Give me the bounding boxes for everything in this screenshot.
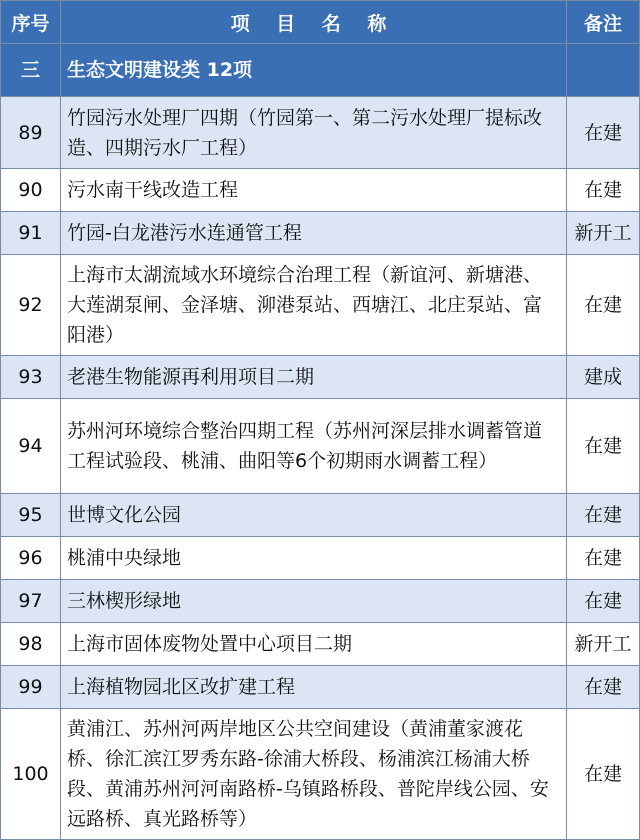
row-index: 95 <box>1 494 61 537</box>
row-index: 99 <box>1 666 61 709</box>
table-row <box>1 97 640 169</box>
table-row <box>1 169 640 212</box>
row-note: 在建 <box>567 537 640 580</box>
row-name: 上海市固体废物处置中心项目二期 <box>61 623 567 666</box>
table-row <box>1 709 640 840</box>
row-index: 92 <box>1 255 61 356</box>
row-index: 93 <box>1 356 61 399</box>
table-row <box>1 212 640 255</box>
table-row <box>1 623 640 666</box>
table-row <box>1 399 640 494</box>
row-note: 新开工 <box>567 212 640 255</box>
row-index: 98 <box>1 623 61 666</box>
table-row <box>1 537 640 580</box>
row-name: 苏州河环境综合整治四期工程（苏州河深层排水调蓄管道工程试验段、桃浦、曲阳等6个初期雨水调蓄工程） <box>61 399 567 494</box>
header-name: 项 目 名 称 <box>61 1 567 44</box>
row-index: 89 <box>1 97 61 169</box>
row-note: 建成 <box>567 356 640 399</box>
row-note: 新开工 <box>567 623 640 666</box>
row-name: 竹园污水处理厂四期（竹园第一、第二污水处理厂提标改造、四期污水厂工程） <box>61 97 567 169</box>
row-name: 上海植物园北区改扩建工程 <box>61 666 567 709</box>
row-name: 桃浦中央绿地 <box>61 537 567 580</box>
row-index: 96 <box>1 537 61 580</box>
row-name: 上海市太湖流域水环境综合治理工程（新谊河、新塘港、大莲湖泵闸、金泽塘、泖港泵站、西塘江、北庄泵站、富阳港） <box>61 255 567 356</box>
row-index: 97 <box>1 580 61 623</box>
row-name: 老港生物能源再利用项目二期 <box>61 356 567 399</box>
row-note: 在建 <box>567 709 640 840</box>
header-row <box>1 1 640 44</box>
table-row <box>1 255 640 356</box>
row-note: 在建 <box>567 399 640 494</box>
header-note: 备注 <box>567 1 640 44</box>
row-index: 94 <box>1 399 61 494</box>
row-name: 竹园-白龙港污水连通管工程 <box>61 212 567 255</box>
row-note: 在建 <box>567 580 640 623</box>
table-row <box>1 494 640 537</box>
row-name: 世博文化公园 <box>61 494 567 537</box>
section-note <box>567 44 640 97</box>
row-name: 黄浦江、苏州河两岸地区公共空间建设（黄浦董家渡花桥、徐汇滨江罗秀东路-徐浦大桥段、杨浦滨江杨浦大桥段、黄浦苏州河河南路桥-乌镇路桥段、普陀岸线公园、安远路桥、真光路桥等） <box>61 709 567 840</box>
table-row <box>1 356 640 399</box>
row-note: 在建 <box>567 97 640 169</box>
row-note: 在建 <box>567 255 640 356</box>
section-title: 生态文明建设类 12项 <box>61 44 567 97</box>
row-name: 污水南干线改造工程 <box>61 169 567 212</box>
section-row <box>1 44 640 97</box>
header-index: 序号 <box>1 1 61 44</box>
row-note: 在建 <box>567 169 640 212</box>
row-index: 100 <box>1 709 61 840</box>
row-index: 90 <box>1 169 61 212</box>
section-index: 三 <box>1 44 61 97</box>
row-index: 91 <box>1 212 61 255</box>
table-row <box>1 580 640 623</box>
table-row <box>1 666 640 709</box>
row-note: 在建 <box>567 666 640 709</box>
row-name: 三林楔形绿地 <box>61 580 567 623</box>
row-note: 在建 <box>567 494 640 537</box>
